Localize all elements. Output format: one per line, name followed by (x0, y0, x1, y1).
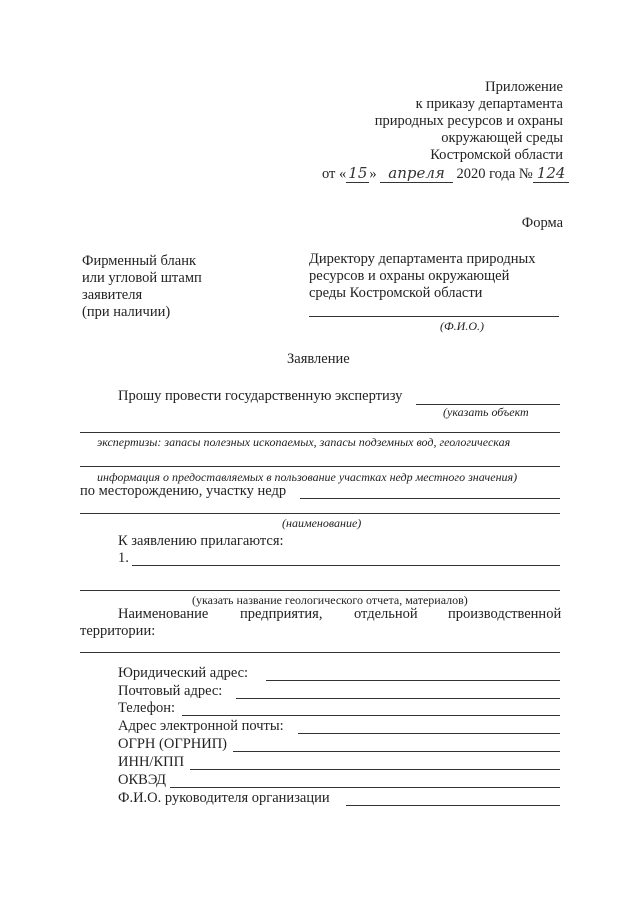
deposit-line-2[interactable] (80, 513, 560, 514)
legal-address-line[interactable] (266, 680, 560, 681)
company-name-line[interactable] (80, 652, 560, 653)
phone-label: Телефон: (118, 700, 176, 716)
inn-label: ИНН/КПП (118, 754, 185, 770)
addressee-line-2: ресурсов и охраны окружающей (309, 268, 510, 284)
deposit-line[interactable] (300, 498, 560, 499)
addressee-fio-hint: (Ф.И.О.) (440, 319, 484, 333)
report-hint: (указать название геологического отчета, материалов) (192, 593, 468, 607)
addressee-line-3: среды Костромской области (309, 285, 483, 301)
okved-label: ОКВЭД (118, 772, 167, 788)
expertise-line-3[interactable] (80, 466, 560, 467)
attached-item-1: 1. (118, 550, 129, 566)
okved-line[interactable] (170, 787, 560, 788)
attached-item-1-line[interactable] (132, 565, 560, 566)
document-title: Заявление (287, 351, 350, 367)
appendix-line-2: к приказу департамента (415, 96, 563, 112)
email-label: Адрес электронной почты: (118, 718, 284, 734)
ogrn-label: ОГРН (ОГРНИП) (118, 736, 228, 752)
inn-line[interactable] (190, 769, 560, 770)
head-fio-label: Ф.И.О. руководителя организации (118, 790, 330, 806)
form-label: Форма (521, 215, 563, 231)
attached-label: К заявлению прилагаются: (118, 533, 284, 549)
addressee-line-1: Директору департамента природных (309, 251, 536, 267)
phone-line[interactable] (182, 715, 560, 716)
date-year: 2020 года № (456, 166, 533, 182)
letterhead-line-3: заявителя (82, 287, 143, 303)
object-hint-3: информация о предоставляемых в пользование участках недр местного значения) (97, 470, 518, 484)
letterhead-line-2: или угловой штамп (82, 270, 202, 286)
company-word-1: Наименование (118, 606, 209, 622)
company-word-2: предприятия, (240, 606, 323, 622)
appendix-line-3: природных ресурсов и охраны (374, 113, 563, 129)
company-word-3: отдельной (354, 606, 418, 622)
attached-line-2[interactable] (80, 590, 560, 591)
postal-address-line[interactable] (236, 698, 560, 699)
deposit-name-hint: (наименование) (282, 516, 362, 530)
date-day: 15 (348, 164, 368, 182)
expertise-line-2[interactable] (80, 432, 560, 433)
appendix-line-5: Костромской области (430, 147, 563, 163)
order-number: 124 (533, 164, 570, 183)
request-text: Прошу провести государственную экспертизу (118, 388, 403, 404)
legal-address-label: Юридический адрес: (118, 665, 249, 681)
order-date-line (322, 165, 569, 183)
appendix-line-1: Приложение (485, 79, 563, 95)
object-hint-2: экспертизы: запасы полезных ископаемых, запасы подземных вод, геологическая (97, 435, 511, 449)
territory-label: территории: (80, 623, 156, 639)
postal-address-label: Почтовый адрес: (118, 683, 223, 699)
ogrn-line[interactable] (233, 751, 560, 752)
head-fio-line[interactable] (346, 805, 560, 806)
letterhead-line-4: (при наличии) (82, 304, 171, 320)
appendix-line-4: окружающей среды (441, 130, 563, 146)
deposit-label: по месторождению, участку недр (80, 483, 287, 499)
company-word-4: производственной (448, 606, 562, 622)
date-mid: » (369, 166, 377, 182)
object-hint-1: (указать объект (443, 405, 529, 419)
addressee-fio-line[interactable] (309, 316, 559, 317)
letterhead-line-1: Фирменный бланк (82, 253, 196, 269)
date-month: апреля (380, 164, 453, 183)
date-prefix: от « (322, 166, 347, 182)
email-line[interactable] (298, 733, 560, 734)
